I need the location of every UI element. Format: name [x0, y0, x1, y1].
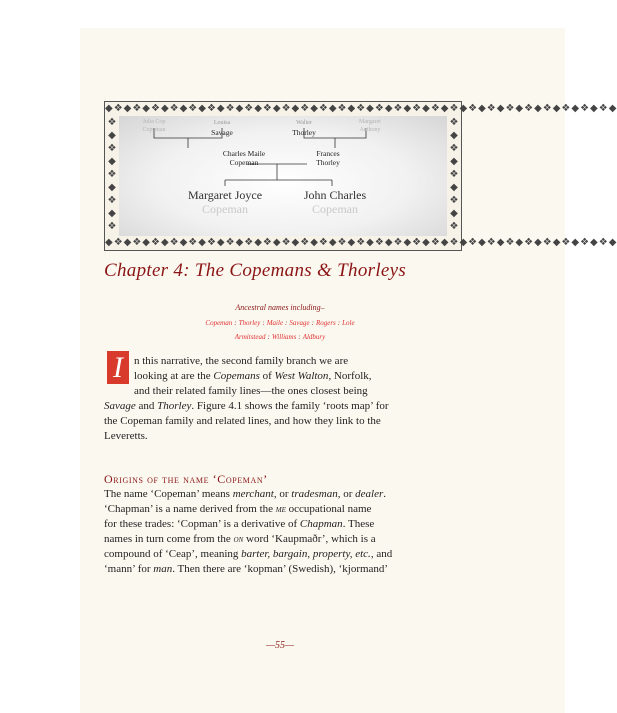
tree-node-charles-maile-copeman: Charles Maile Copeman: [222, 149, 266, 167]
ancestral-names-line-2: Armitstead : Williams : Aldbury: [234, 333, 326, 341]
family-tree-figure: [104, 101, 617, 251]
section-heading-origins: Origins of the name ‘Copeman’: [104, 472, 268, 486]
tree-node-julia: Julia Cop Copeman: [142, 119, 166, 133]
page-number: —55—: [266, 640, 294, 651]
origins-line-4: names in turn come from the on word ‘Kaupmaðr’, which is a: [104, 533, 376, 545]
origins-line-6: ‘mann’ for man. Then there are ‘kopman’ (Swedish), ‘kjormand’: [104, 563, 389, 575]
ancestral-names-label: Ancestral names including–: [235, 303, 325, 312]
tree-node-margaret-joyce-copeman: Margaret Joyce Copeman: [187, 188, 263, 216]
intro-line-2: looking at are the Copemans of West Walton, Norfolk,: [134, 370, 372, 382]
ornament-border-top: ◆❖◆❖◆❖◆❖◆❖◆❖◆❖◆❖◆❖◆❖◆❖◆❖◆❖◆❖◆❖◆❖◆❖◆❖◆❖◆❖◆❖◆❖◆❖◆❖◆❖◆❖◆❖◆: [105, 103, 617, 114]
tree-node-frances-thorley: Frances Thorley: [316, 149, 340, 167]
tree-node-walter-thorley: Walter Thorley: [292, 120, 316, 137]
ornament-border-left: ❖ ◆ ❖ ◆ ❖ ◆ ❖ ◆ ❖: [107, 117, 117, 232]
drop-cap-initial: I: [107, 351, 129, 384]
origins-line-5: compound of ‘Ceap’, meaning barter, bargain, property, etc., and: [104, 548, 393, 560]
origins-line-3: for these trades: ‘Copman’ is a derivative of Chapman. These: [104, 518, 375, 530]
tree-node-margaret-anthony: Margaret Anthony: [359, 119, 381, 133]
intro-line-5: the Copeman family and related lines, and how they link to the: [104, 415, 381, 427]
ornament-border-right: ❖ ◆ ❖ ◆ ❖ ◆ ❖ ◆ ❖: [449, 117, 459, 232]
intro-line-6: Leveretts.: [104, 430, 148, 442]
origins-line-1: The name ‘Copeman’ means merchant, or tradesman, or dealer.: [104, 488, 386, 500]
tree-node-louisa-savage: Louisa Savage: [211, 120, 233, 137]
intro-line-3: and their related family lines—the ones closest being: [134, 385, 368, 397]
ancestral-names-line-1: Copeman : Thorley : Maile : Savage : Rogers : Lole: [205, 319, 355, 327]
ornament-border-bottom: ◆❖◆❖◆❖◆❖◆❖◆❖◆❖◆❖◆❖◆❖◆❖◆❖◆❖◆❖◆❖◆❖◆❖◆❖◆❖◆❖◆❖◆❖◆❖◆❖◆❖◆❖◆❖◆: [105, 237, 617, 248]
book-page: [80, 28, 617, 713]
chapter-title: Chapter 4: The Copemans & Thorleys: [104, 260, 407, 281]
tree-node-john-charles-copeman: John Charles Copeman: [303, 188, 367, 216]
origins-line-2: ‘Chapman’ is a name derived from the me occupational name: [104, 503, 372, 515]
intro-line-1: n this narrative, the second family branch we are: [134, 355, 349, 367]
tree-canvas: [119, 116, 447, 236]
intro-line-4: Savage and Thorley. Figure 4.1 shows the family ‘roots map’ for: [104, 400, 389, 412]
